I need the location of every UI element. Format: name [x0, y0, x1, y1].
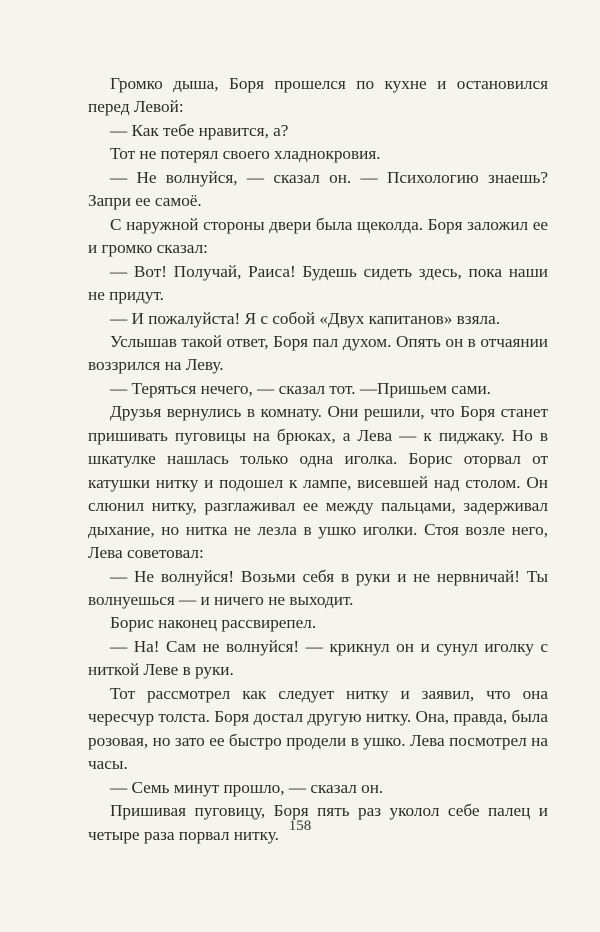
paragraph: С наружной стороны двери была щеколда. Боря заложил ее и громко сказал: — [88, 214, 548, 258]
paragraph: — Не волнуйся! Возьми себя в руки и не нервничай! Ты волнуешься — и ничего не выходит. — [88, 566, 548, 609]
paragraph: Услышав такой ответ, Боря пал духом. Опять он в отчаянии воззрился на Леву. — [88, 331, 548, 375]
paragraph: — На! Сам не волнуйся! — крикнул он и сунул иголку с ниткой Леве в руки. — [88, 636, 548, 680]
paragraph: — Вот! Получай, Раиса! Будешь сидеть здесь, пока наши не придут. — [88, 261, 548, 305]
paragraph: Тот рассмотрел как следует нитку и заявил, что она чересчур толста. Боря достал другую нитку. Она, правда, была розовая, но зато ее быстро продели в ушко. Лева посмотрел на часы. — [88, 683, 548, 774]
paragraph: Громко дыша, Боря прошелся по кухне и остановился перед Левой: — [88, 74, 548, 117]
page-body — [88, 72, 548, 846]
paragraph: — И пожалуйста! Я с собой «Двух капитанов» взяла. — [110, 308, 500, 328]
paragraph: Друзья вернулись в комнату. Они решили, что Боря станет пришивать пуговицы на брюках, а Лева — к пиджаку. Но в шкатулке нашлась только одна иголка. Борис оторвал от катушки нитку и подошел к лампе, висевшей над столом. Он слюнил нитку, разглаживал ее между пальцами, задерживал дыхание, но нитка не лезла в ушко иголки. Стоя возле него, Лева советовал: — [88, 402, 548, 563]
paragraph: — Теряться нечего, — сказал тот. —Пришьем сами. — [110, 378, 491, 398]
paragraph: Борис наконец рассвирепел. — [110, 613, 317, 633]
paragraph: — Семь минут прошло, — сказал он. — [110, 777, 384, 797]
paragraph: — Как тебе нравится, а? — [110, 120, 289, 140]
paragraph: — Не волнуйся, — сказал он. — Психологию знаешь? Запри ее самоё. — [88, 167, 548, 211]
paragraph: Тот не потерял своего хладнокровия. — [110, 144, 381, 164]
page-number: 158 — [288, 818, 312, 834]
paragraph: Пришивая пуговицу, Боря пять раз уколол себе палец и четыре раза порвал нитку. — [88, 801, 548, 844]
